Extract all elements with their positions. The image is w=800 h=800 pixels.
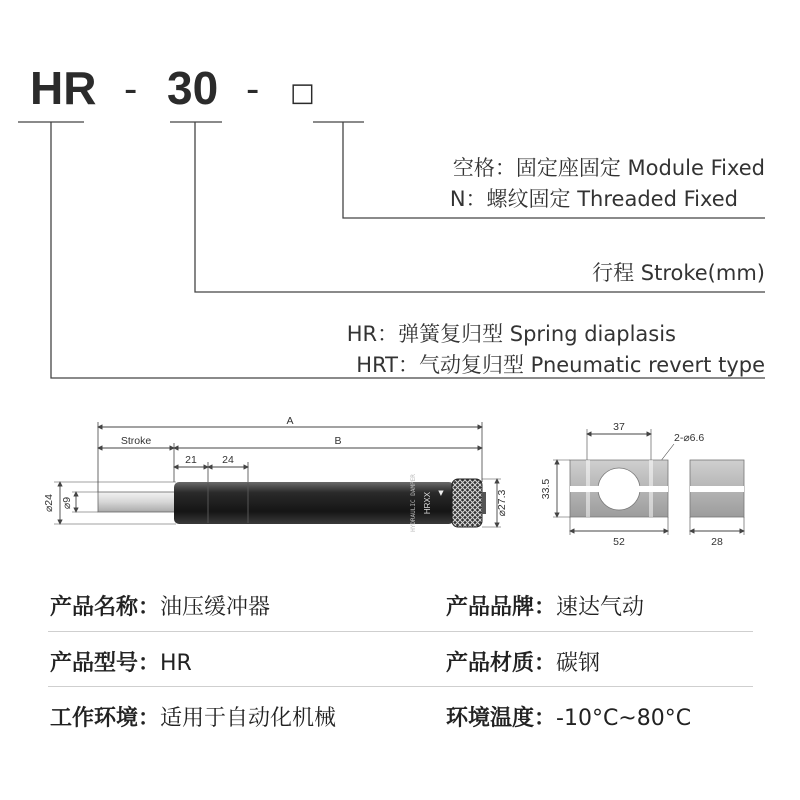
knob-end-cap <box>482 492 486 514</box>
adjust-knob <box>452 479 482 527</box>
desc-spring-type: HR：弹簧复归型 Spring diaplasis <box>346 322 676 346</box>
spec-divider <box>48 686 753 687</box>
dim-24-label: 24 <box>222 454 234 466</box>
dim-28-label: 28 <box>711 536 723 548</box>
dim-33-label: 33.5 <box>540 478 552 500</box>
body-arrow-mark: ▼ <box>438 489 444 497</box>
spec-product-name <box>50 590 270 621</box>
spec-environment <box>50 701 336 732</box>
desc-threaded-fixed: N：螺纹固定 Threaded Fixed <box>449 187 738 211</box>
spec-brand <box>446 590 644 621</box>
spec-divider <box>48 631 753 632</box>
spec-temperature <box>446 701 691 732</box>
desc-stroke: 行程 Stroke(mm) <box>592 261 765 285</box>
dim-dia24-label: ⌀24 <box>43 493 55 513</box>
dim-a-label: A <box>286 415 294 427</box>
code-separator-2: - <box>246 67 260 111</box>
spec-label: 产品品牌： <box>446 595 557 620</box>
spec-label: 产品型号： <box>50 651 161 676</box>
spec-material <box>446 646 600 677</box>
spec-label: 产品材质： <box>446 651 557 676</box>
spec-label: 工作环境： <box>50 706 161 731</box>
dim-stroke-label: Stroke <box>120 435 152 447</box>
body-print-text: HYDRAULIC DAMPER <box>410 474 417 532</box>
block-split-slot <box>570 486 668 492</box>
spec-value: 油压缓冲器 <box>160 595 271 620</box>
code-option-box: □ <box>290 78 315 108</box>
dim-dia9-label: ⌀9 <box>61 496 73 510</box>
code-series: HR <box>30 62 97 114</box>
spec-value: 适用于自动化机械 <box>160 706 337 731</box>
dim-37-label: 37 <box>613 421 625 433</box>
desc-pneumatic-type: HRT：气动复归型 Pneumatic revert type <box>356 353 765 377</box>
spec-label: 环境温度： <box>446 706 557 731</box>
dim-dia27-label: ⌀27.3 <box>496 489 508 517</box>
desc-module-fixed: 空格：固定座固定 Module Fixed <box>452 156 765 180</box>
spec-value: 碳钢 <box>556 651 601 676</box>
piston-rod <box>98 492 176 512</box>
code-separator-1: - <box>124 67 138 111</box>
dim-b-label: B <box>334 435 342 447</box>
block-side-slot <box>690 486 744 492</box>
spec-value: 速达气动 <box>556 595 645 620</box>
dim-holes-label: 2-⌀6.6 <box>674 432 705 444</box>
mounting-block-view <box>540 421 744 548</box>
body-model-mark: HRXX <box>423 491 432 515</box>
spec-label: 产品名称： <box>50 595 161 620</box>
code-stroke: 30 <box>167 62 219 114</box>
spec-value: -10°C~80°C <box>556 706 692 731</box>
spec-value: HR <box>160 651 192 676</box>
dim-52-label: 52 <box>613 536 625 548</box>
spec-model <box>50 646 192 677</box>
dim-21-label: 21 <box>185 454 197 466</box>
damper-side-view <box>43 415 508 532</box>
